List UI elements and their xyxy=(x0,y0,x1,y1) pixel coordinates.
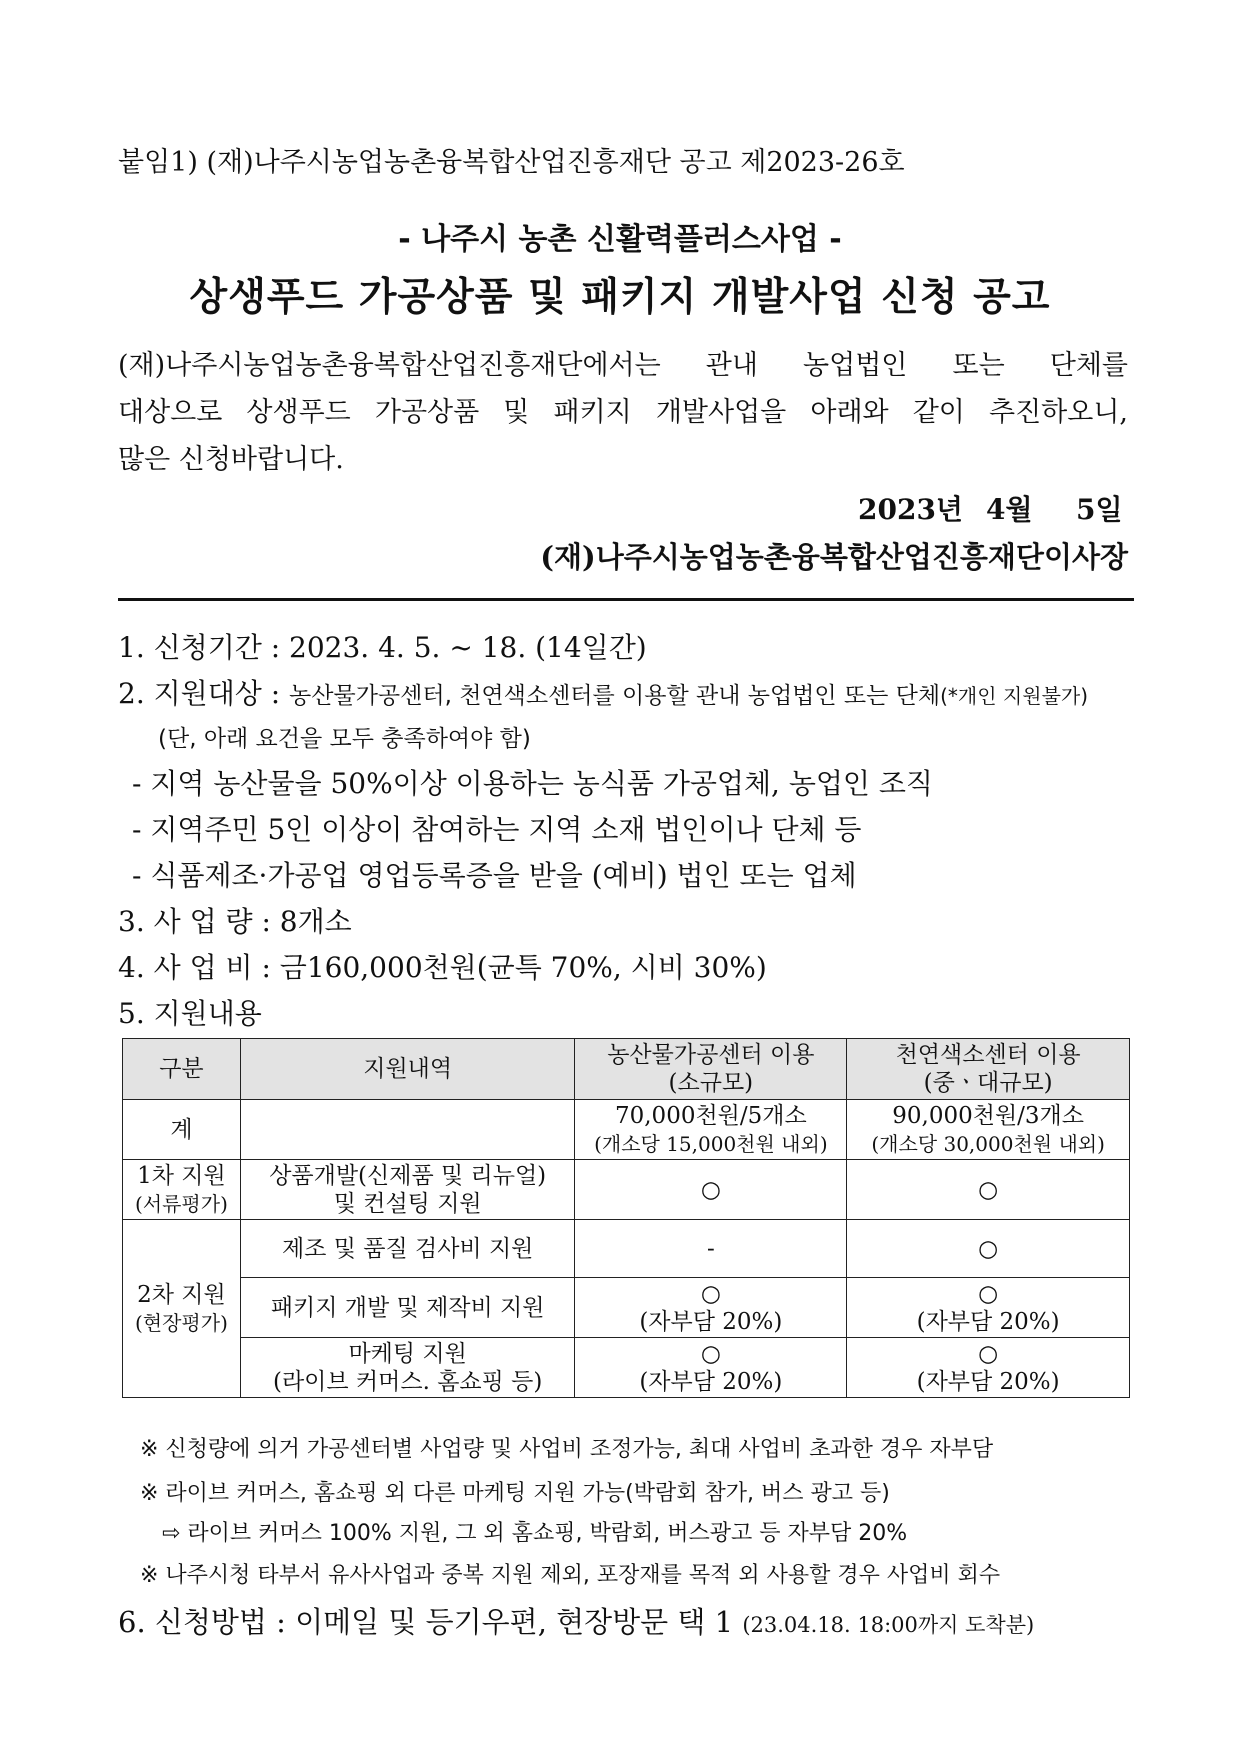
method-text: 6. 신청방법 : 이메일 및 등기우편, 현장방문 택 1 xyxy=(118,1605,743,1639)
intro-line-1: (재)나주시농업농촌융복합산업진흥재단에서는 관내 농업법인 또는 단체를 xyxy=(118,350,1128,381)
method-deadline: (23.04.18. 18:00까지 도착분) xyxy=(742,1613,1035,1637)
date-month: 4월 xyxy=(986,493,1033,526)
first-support-content: 상품개발(신제품 및 리뉴얼) 및 컨설팅 지원 xyxy=(240,1160,575,1220)
support-table xyxy=(122,1038,1130,1398)
item-target xyxy=(118,672,1088,712)
table-row-first xyxy=(123,1160,1130,1220)
second-row-2-pigment: ○ (자부담 20%) xyxy=(847,1278,1130,1338)
second-row-1-pigment: ○ xyxy=(847,1220,1130,1278)
item-budget: 4. 사 업 비 : 금160,000천원(균특 70%, 시비 30%) xyxy=(118,951,767,984)
note-2: ※ 라이브 커머스, 홈쇼핑 외 다른 마케팅 지원 가능(박람회 참가, 버스 광고 등) xyxy=(140,1481,890,1506)
condition-bullet-1: - 지역 농산물을 50%이상 이용하는 농식품 가공업체, 농업인 조직 xyxy=(132,767,933,800)
first-support-pigment: ○ xyxy=(847,1160,1130,1220)
second-row-3-pigment: ○ (자부담 20%) xyxy=(847,1338,1130,1398)
condition-bullet-3: - 식품제조·가공업 영업등록증을 받을 (예비) 법인 또는 업체 xyxy=(132,859,857,892)
second-row-2-processing: ○ (자부담 20%) xyxy=(575,1278,847,1338)
item-target-condition: (단, 아래 요건을 모두 충족하여야 함) xyxy=(158,726,531,752)
item-quantity: 3. 사 업 량 : 8개소 xyxy=(118,905,352,938)
intro-line-3: 많은 신청바랍니다. xyxy=(118,444,344,475)
total-pigment: 90,000천원/3개소 (개소당 30,000천원 내외) xyxy=(847,1100,1130,1160)
header-processing-center: 농산물가공센터 이용 (소규모) xyxy=(575,1039,847,1100)
item-method xyxy=(118,1600,1034,1641)
table-header-row xyxy=(123,1039,1130,1100)
divider xyxy=(118,598,1134,601)
table-row-total xyxy=(123,1100,1130,1160)
date-day: 5일 xyxy=(1076,493,1123,526)
notice-subtitle: - 나주시 농촌 신활력플러스사업 - xyxy=(398,222,842,257)
item-support: 5. 지원내용 xyxy=(118,997,262,1030)
first-support-label: 1차 지원 (서류평가) xyxy=(123,1160,241,1220)
item-target-label: 2. 지원대상 : xyxy=(118,677,290,710)
second-row-1-processing: - xyxy=(575,1220,847,1278)
second-row-3-content: 마케팅 지원 (라이브 커머스. 홈쇼핑 등) xyxy=(240,1338,575,1398)
item-target-text: 농산물가공센터, 천연색소센터를 이용할 관내 농업법인 또는 단체 xyxy=(289,683,941,709)
first-support-processing: ○ xyxy=(575,1160,847,1220)
header-pigment-center: 천연색소센터 이용 (중ㆍ대규모) xyxy=(847,1039,1130,1100)
second-row-2-content: 패키지 개발 및 제작비 지원 xyxy=(240,1278,575,1338)
item-period: 1. 신청기간 : 2023. 4. 5. ~ 18. (14일간) xyxy=(118,631,647,664)
table-row-second-3 xyxy=(123,1338,1130,1398)
second-support-label: 2차 지원 (현장평가) xyxy=(123,1220,241,1398)
note-2-detail: ⇨ 라이브 커머스 100% 지원, 그 외 홈쇼핑, 박람회, 버스광고 등 자부담 20% xyxy=(162,1521,908,1546)
total-label: 계 xyxy=(123,1100,241,1160)
header-content: 지원내역 xyxy=(240,1039,575,1100)
second-row-1-content: 제조 및 품질 검사비 지원 xyxy=(240,1220,575,1278)
issuer-name: (재)나주시농업농촌융복합산업진흥재단이사장 xyxy=(540,540,1128,574)
date-year: 2023년 xyxy=(858,493,963,526)
total-content xyxy=(240,1100,575,1160)
intro-line-2: 대상으로 상생푸드 가공상품 및 패키지 개발사업을 아래와 같이 추진하오니, xyxy=(118,397,1128,428)
note-3: ※ 나주시청 타부서 유사사업과 중복 지원 제외, 포장재를 목적 외 사용할 경우 사업비 회수 xyxy=(140,1563,1001,1588)
item-target-note: (*개인 지원불가) xyxy=(940,684,1089,708)
notice-title: 상생푸드 가공상품 및 패키지 개발사업 신청 공고 xyxy=(189,275,1051,320)
total-processing: 70,000천원/5개소 (개소당 15,000천원 내외) xyxy=(575,1100,847,1160)
header-category: 구분 xyxy=(123,1039,241,1100)
note-1: ※ 신청량에 의거 가공센터별 사업량 및 사업비 조정가능, 최대 사업비 초과한 경우 자부담 xyxy=(140,1437,994,1462)
table-row-second-2 xyxy=(123,1278,1130,1338)
attachment-header: 붙임1) (재)나주시농업농촌융복합산업진흥재단 공고 제2023-26호 xyxy=(118,147,905,178)
table-row-second-1 xyxy=(123,1220,1130,1278)
condition-bullet-2: - 지역주민 5인 이상이 참여하는 지역 소재 법인이나 단체 등 xyxy=(132,813,862,846)
second-row-3-processing: ○ (자부담 20%) xyxy=(575,1338,847,1398)
